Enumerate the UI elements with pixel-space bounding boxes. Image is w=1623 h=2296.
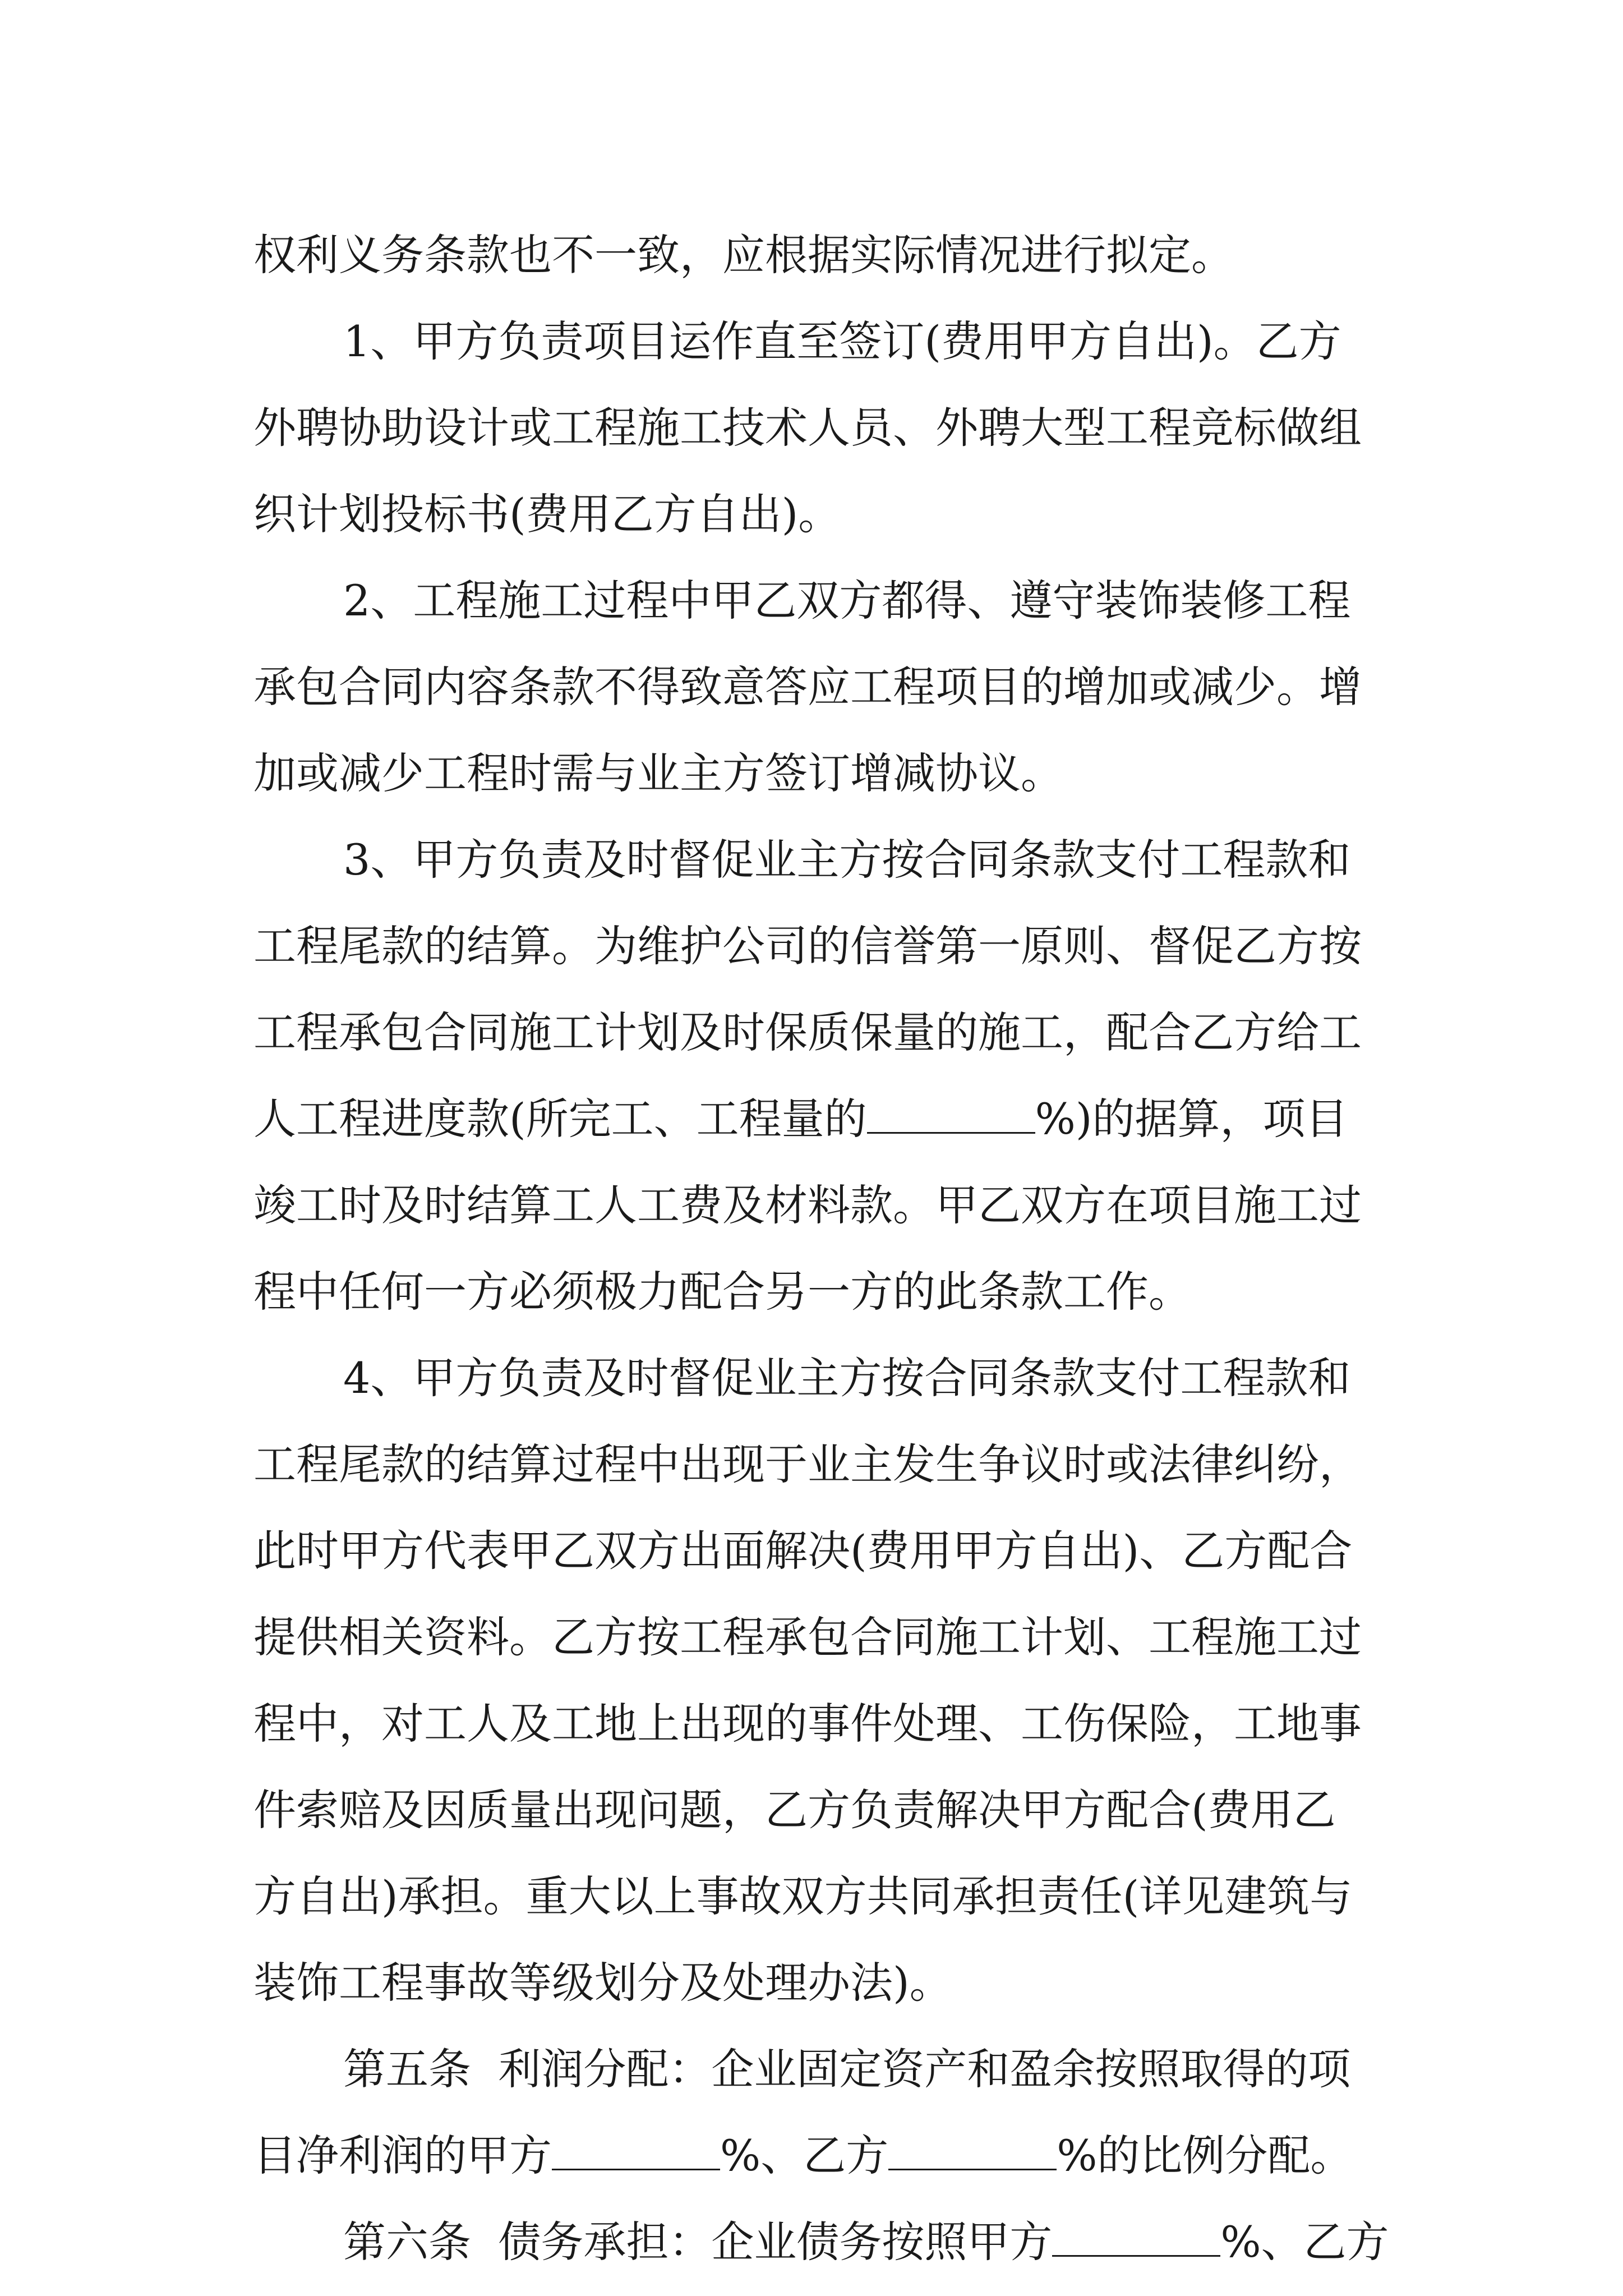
line-text: 装饰工程事故等级划分及处理办法)。 bbox=[253, 1958, 952, 2008]
line-text: 程中，对工人及工地上出现的事件处理、工伤保险，工地事 bbox=[253, 1699, 1362, 1749]
text-line bbox=[253, 1162, 1375, 1249]
text-line bbox=[253, 1076, 1375, 1162]
text-line bbox=[253, 1853, 1375, 1940]
line-text: 权利义务条款也不一致，应根据实际情况进行拟定。 bbox=[253, 230, 1234, 280]
line-text: 目净利润的甲方 bbox=[253, 2131, 552, 2180]
line-text: 承包合同内容条款不得致意答应工程项目的增加或减少。增 bbox=[253, 662, 1362, 712]
line-text: 第六条 债务承担：企业债务按照甲方 bbox=[343, 2217, 1053, 2267]
text-line bbox=[253, 1508, 1375, 1594]
text-line bbox=[253, 1940, 1375, 2026]
fill-in-blank bbox=[867, 1098, 1035, 1134]
text-line bbox=[253, 212, 1375, 298]
clause-2-line bbox=[253, 558, 1375, 644]
text-line bbox=[253, 385, 1375, 471]
document-body bbox=[253, 212, 1389, 2285]
line-text: 4、甲方负责及时督促业主方按合同条款支付工程款和 bbox=[343, 1353, 1351, 1403]
line-text: 此时甲方代表甲乙双方出面解决(费用甲方自出)、乙方配合 bbox=[253, 1526, 1353, 1576]
line-text: 工程尾款的结算。为维护公司的信誉第一原则、督促乙方按 bbox=[253, 921, 1362, 971]
line-text: 2、工程施工过程中甲乙双方都得、遵守装饰装修工程 bbox=[343, 576, 1351, 625]
line-text: %、乙方 bbox=[720, 2131, 889, 2180]
clause-3-line bbox=[253, 817, 1375, 903]
text-line bbox=[253, 1421, 1375, 1508]
text-line bbox=[253, 471, 1375, 558]
line-text: 3、甲方负责及时督促业主方按合同条款支付工程款和 bbox=[343, 835, 1351, 885]
article-6-line bbox=[253, 2199, 1389, 2285]
text-line bbox=[253, 1681, 1375, 1767]
line-text: 件索赔及因质量出现问题，乙方负责解决甲方配合(费用乙 bbox=[253, 1785, 1336, 1835]
article-5-line bbox=[253, 2026, 1375, 2113]
text-line bbox=[253, 1249, 1375, 1335]
line-text: 程中任何一方必须极力配合另一方的此条款工作。 bbox=[253, 1267, 1191, 1317]
line-text: 人工程进度款(所完工、工程量的 bbox=[253, 1094, 867, 1144]
text-line bbox=[253, 2113, 1375, 2199]
line-text: 第五条 利润分配：企业固定资产和盈余按照取得的项 bbox=[343, 2044, 1351, 2094]
text-line bbox=[253, 990, 1375, 1076]
text-line bbox=[253, 903, 1375, 990]
text-line bbox=[253, 1594, 1375, 1681]
line-text: 方自出)承担。重大以上事故双方共同承担责任(详见建筑与 bbox=[253, 1871, 1353, 1921]
clause-4-line bbox=[253, 1335, 1375, 1421]
line-text: 织计划投标书(费用乙方自出)。 bbox=[253, 489, 841, 539]
line-text: 提供相关资料。乙方按工程承包合同施工计划、工程施工过 bbox=[253, 1612, 1362, 1662]
fill-in-blank bbox=[1052, 2221, 1220, 2257]
line-text: 竣工时及时结算工人工费及材料款。甲乙双方在项目施工过 bbox=[253, 1180, 1362, 1230]
line-text: 工程承包合同施工计划及时保质保量的施工，配合乙方给工 bbox=[253, 1007, 1362, 1057]
text-line bbox=[253, 644, 1375, 730]
text-line bbox=[253, 1767, 1375, 1853]
line-text: %、乙方 bbox=[1220, 2217, 1389, 2267]
fill-in-blank bbox=[888, 2135, 1057, 2170]
fill-in-blank bbox=[552, 2135, 720, 2170]
clause-1-line bbox=[253, 298, 1375, 385]
line-text: 工程尾款的结算过程中出现于业主发生争议时或法律纠纷， bbox=[253, 1439, 1362, 1489]
line-text: 加或减少工程时需与业主方签订增减协议。 bbox=[253, 748, 1063, 798]
text-line bbox=[253, 730, 1375, 817]
line-text: %)的据算，项目 bbox=[1035, 1094, 1348, 1144]
line-text: %的比例分配。 bbox=[1057, 2131, 1353, 2180]
line-text: 1、甲方负责项目运作直至签订(费用甲方自出)。乙方 bbox=[343, 316, 1341, 366]
line-text: 外聘协助设计或工程施工技术人员、外聘大型工程竞标做组 bbox=[253, 403, 1362, 453]
